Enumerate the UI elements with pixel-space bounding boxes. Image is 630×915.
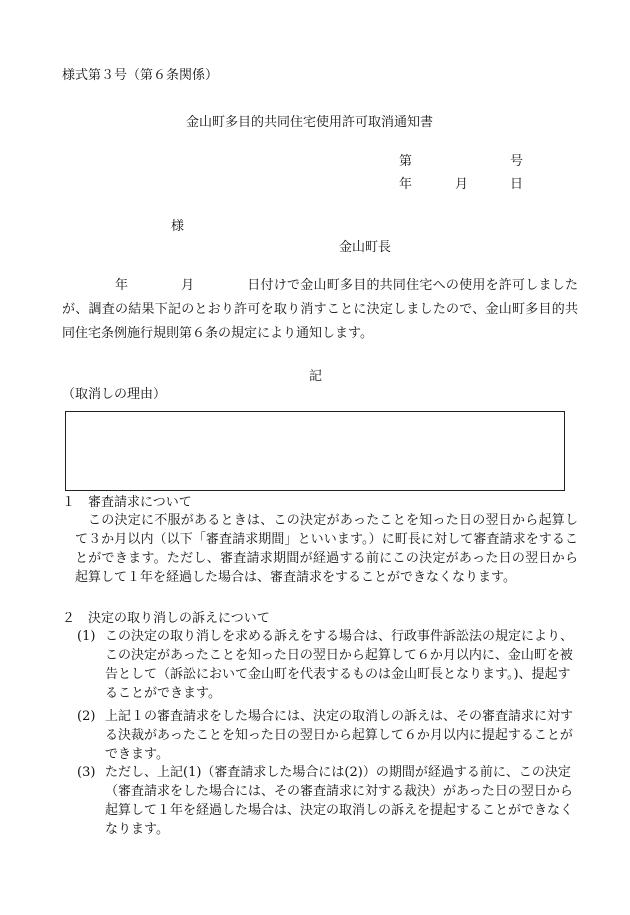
reason-label: （取消しの理由） [62, 387, 167, 402]
doc-no-prefix: 第 [399, 154, 413, 169]
item1-heading: １ 審査請求について [62, 495, 192, 510]
intro-paragraph: 年 月 日付けで金山町多目的共同住宅への使用を許可しましたが、調査の結果下記のとおり許可を取り消すことに決定しましたので、金山町多目的共同住宅条例施行規則第６条の規定により通知します。 [62, 278, 578, 341]
sub-item-2 [77, 707, 578, 764]
recipient-suffix: 様 [171, 219, 185, 234]
document-title: 金山町多目的共同住宅使用許可取消通知書 [186, 115, 434, 130]
sub-item-1-text: この決定の取り消しを求める訴えをする場合は、行政事件訴訟法の規定により、この決定があったことを知った日の翌日から起算して６か月以内に、金山町を被告として（訴訟において金山町を代表するものは金山町長となります。)、提起することができます。 [105, 629, 574, 701]
date-month: 月 [455, 177, 469, 192]
doc-no-suffix: 号 [510, 154, 524, 169]
sub-item-3-text: ただし、上記(1)（審査請求した場合には(2)）の期間が経過する前に、この決定（審査請求をした場合には、その審査請求に対する裁決）があった日の翌日から起算して１年を経過した場合は、決定の取消しの訴えを提起することができなくなります。 [105, 765, 574, 837]
reason-text [66, 412, 564, 424]
sub-item-3 [77, 763, 578, 839]
date-day: 日 [510, 177, 524, 192]
ki-heading: 記 [309, 369, 323, 384]
reason-box[interactable] [65, 411, 565, 491]
date-year: 年 [399, 177, 413, 192]
sub-item-1-mark: (1) [77, 629, 96, 644]
item2-heading: ２ 決定の取り消しの訴えについて [62, 611, 270, 626]
sub-item-1 [77, 627, 578, 703]
sub-item-2-mark: (2) [77, 709, 96, 724]
sub-item-2-text: 上記１の審査請求をした場合には、決定の取消しの訴えは、その審査請求に対する決裁があったことを知った日の翌日から起算して６か月以内に提起することができます。 [105, 709, 574, 762]
sender-name: 金山町長 [339, 240, 392, 255]
sub-item-3-mark: (3) [77, 765, 96, 780]
item1-text: この決定に不服があるときは、この決定があったことを知った日の翌日から起算して３か月以内（以下「審査請求期間」といいます。）に町長に対して審査請求をすることができます。ただし、審査請求期間が経過する前にこの決定があった日の翌日から起算して１年を経過した場合は、審査請求をすることができなくなります。 [75, 513, 578, 585]
form-number-label: 様式第３号（第６条関係） [62, 68, 219, 83]
